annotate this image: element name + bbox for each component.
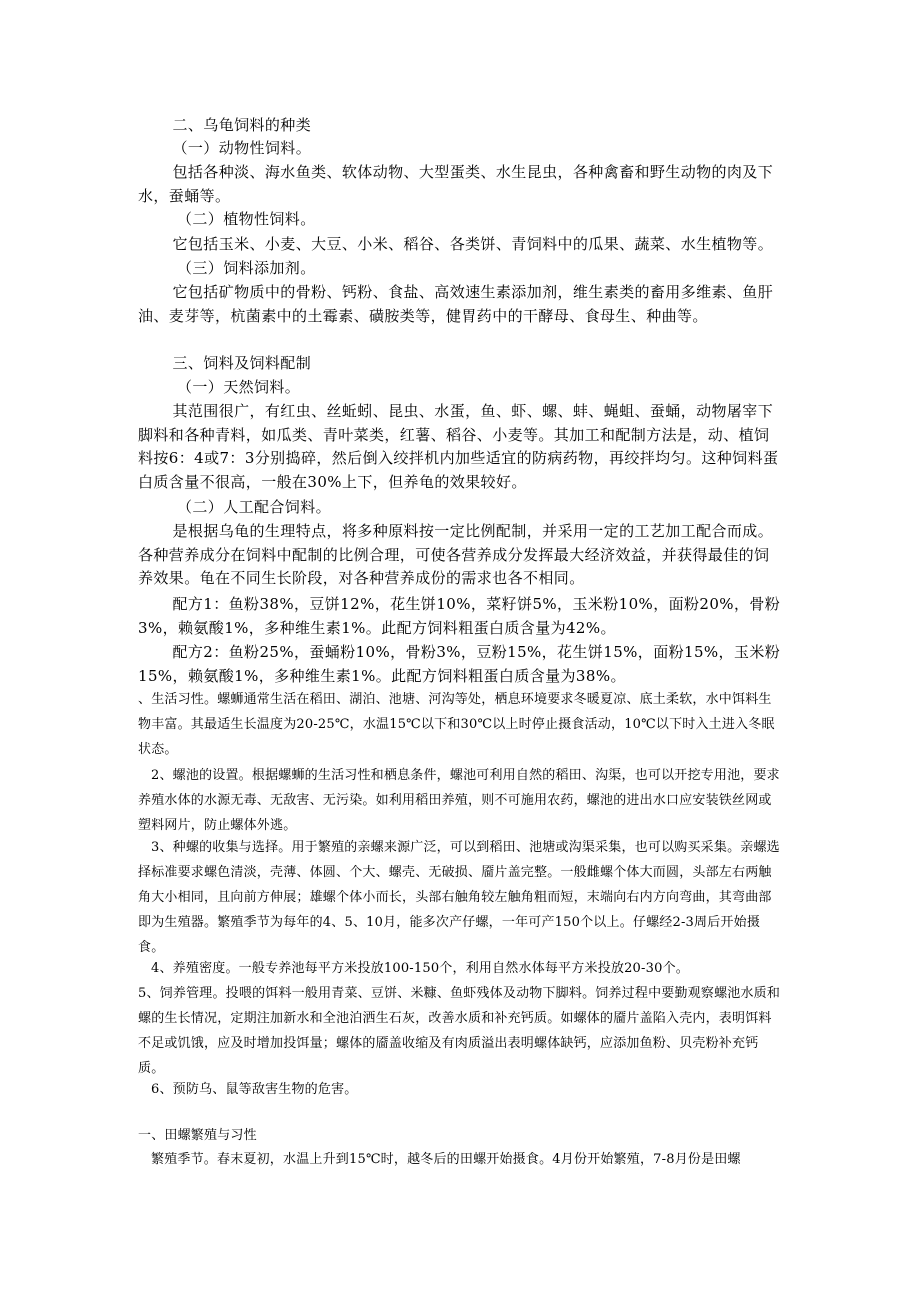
subsection-plant-feed: （二）植物性饲料。 — [177, 210, 316, 228]
paragraph-feeding-management: 5、饲养管理。投喂的饵料一般用青菜、豆饼、米糠、鱼虾残体及动物下脚料。饲养过程中要勤观察螺池水质和螺的生长情况，定期注加新水和全池泊洒生石灰，改善水质和补充钙质。如螺体的靥片盖陷入壳内，表明饵料不足或饥饿，应及时增加投饵量；螺体的靥盖收缩及有肉质溢出表明螺体缺钙，应添加鱼粉、贝壳粉补充钙质。 — [138, 986, 781, 1076]
paragraph-formula-2: 配方2：鱼粉25%，蚕蛹粉10%，骨粉3%，豆粉15%，花生饼15%，面粉15%，玉米粉15%，赖氨酸1%，多种维生素1%。此配方饲料粗蛋白质含量为38%。 — [138, 643, 781, 685]
subsection-animal-feed: （一）动物性饲料。 — [172, 139, 312, 157]
paragraph-formula-1: 配方1：鱼粉38%，豆饼12%，花生饼10%，菜籽饼5%，玉米粉10%，面粉20%，骨粉3%，赖氨酸1%，多种维生素1%。此配方饲料粗蛋白质含量为42%。 — [138, 595, 781, 637]
paragraph-stocking-density: 4、养殖密度。一般专养池每平方米投放100-150个，利用自然水体每平方米投放20-30个。 — [151, 961, 689, 976]
paragraph-snail-pond-setup: 2、螺池的设置。根据螺蛳的生活习性和栖息条件，螺池可利用自然的稻田、沟渠，也可以开挖专用池，要求养殖水体的水源无毒、无敌害、无污染。如利用稻田养殖，则不可施用农药，螺池的进出水口应安装铁丝网或塑料网片，防止螺体外逃。 — [138, 768, 780, 833]
paragraph-breeding-snail-selection: 3、种螺的收集与选择。用于繁殖的亲螺来源广泛，可以到稻田、池塘或沟渠采集，也可以购买采集。亲螺选择标准要求螺色清淡，壳薄、体圆、个大、螺壳、无破损、靥片盖完整。一般雌螺个体大而圆，头部左右两触角大小相同，且向前方伸展；雄螺个体小而长，头部右触角较左触角粗而短，末端向右内方向弯曲，其弯曲部即为生殖器。繁殖季节为每年的4、5、10月，能多次产仔螺，一年可产150个以上。仔螺经2-3周后开始摄食。 — [138, 840, 780, 955]
subsection-feed-additive: （三）饲料添加剂。 — [177, 259, 316, 277]
paragraph-animal-feed: 包括各种淡、海水鱼类、软体动物、大型蛋类、水生昆虫，各种禽畜和野生动物的肉及下水，蚕蛹等。 — [138, 163, 774, 205]
paragraph-feed-additive: 它包括矿物质中的骨粉、钙粉、食盐、高效速生素添加剂，维生素类的畜用多维素、鱼肝油、麦芽等，杭菌素中的土霉素、磺胺类等，健胃药中的干酵母、食母生、种曲等。 — [138, 283, 774, 325]
paragraph-compound-feed: 是根据乌龟的生理特点，将多种原料按一定比例配制，并采用一定的工艺加工配合而成。各种营养成分在饲料中配制的比例合理，可使各营养成分发挥最大经济效益，并获得最佳的饲养效果。龟在不同生长阶段，对各种营养成份的需求也各不相同。 — [138, 522, 774, 587]
section-title-feed-preparation: 三、饲料及饲料配制 — [172, 354, 312, 372]
paragraph-pest-prevention: 6、预防乌、鼠等敌害生物的危害。 — [151, 1082, 358, 1097]
section-title-field-snail: 一、田螺繁殖与习性 — [138, 1128, 257, 1143]
section-title-turtle-feed-types: 二、乌龟饲料的种类 — [172, 116, 312, 134]
paragraph-natural-feed: 其范围很广，有红虫、丝蚯蚓、昆虫、水蛋，鱼、虾、螺、蚌、蝇蛆、蚕蛹，动物屠宰下脚料和各种青料，如瓜类、青叶菜类，红薯、稻谷、小麦等。其加工和配制方法是，动、植饲料按6：4或7：3分别捣碎，然后倒入绞拌机内加些适宜的防病药物，再绞拌均匀。这种饲料蛋白质含量不很高，一般在30%上下，但养龟的效果较好。 — [138, 402, 779, 491]
paragraph-snail-habits: 、生活习性。螺蛳通常生活在稻田、湖泊、池塘、河沟等处，栖息环境要求冬暖夏凉、底土柔软，水中饵料生物丰富。其最适生长温度为20-25℃，水温15℃以下和30℃以上时停止摄食活动，10℃以下时入土进入冬眠状态。 — [138, 692, 775, 757]
subsection-natural-feed: （一）天然饲料。 — [177, 378, 301, 396]
paragraph-breeding-season: 繁殖季节。春末夏初，水温上升到15℃时，越冬后的田螺开始摄食。4月份开始繁殖，7-8月份是田螺 — [151, 1152, 741, 1167]
paragraph-plant-feed: 它包括玉米、小麦、大豆、小米、稻谷、各类饼、青饲料中的瓜果、蔬菜、水生植物等。 — [172, 235, 774, 253]
subsection-compound-feed: （二）人工配合饲料。 — [177, 498, 332, 516]
